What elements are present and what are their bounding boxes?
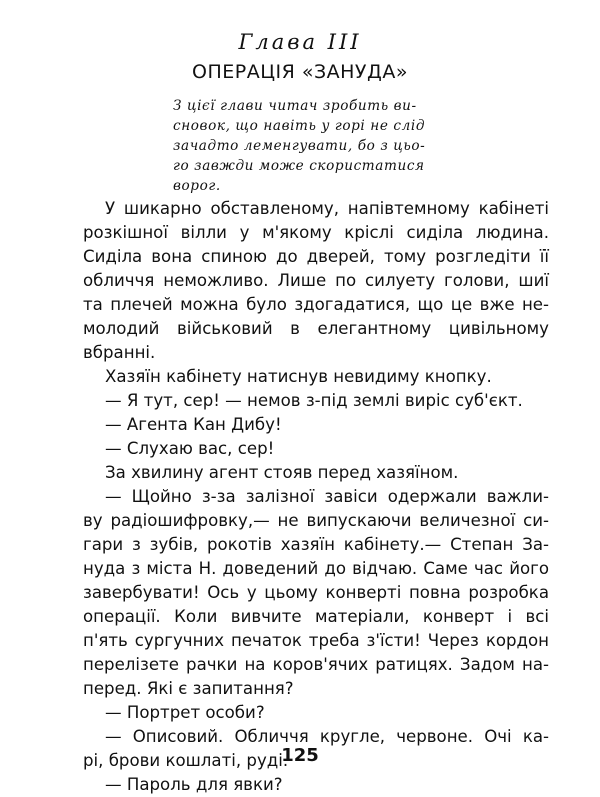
text-line: У шикарно обставленому, напівтемному кабінеті: [105, 199, 549, 218]
text-line: — Пароль для явки?: [105, 775, 283, 794]
text-line: — Щойно з-за залізної завіси одержали важли-: [105, 487, 549, 506]
body-text: [83, 197, 549, 797]
text-line: гари з зубів, рокотів хазяїн кабінету.— Степан За-: [83, 535, 549, 554]
text-line: нуда з міста Н. доведений до відчаю. Саме час його: [83, 559, 549, 578]
epigraph: [173, 96, 430, 196]
chapter-title: ОПЕРАЦІЯ «ЗАНУДА»: [192, 61, 408, 83]
epigraph-line: сновок, що навіть у горі не слід: [173, 118, 426, 134]
epigraph-line: зачадто леменгувати, бо з цьо-: [173, 138, 426, 154]
text-line: розкішної вілли у м'якому кріслі сиділа людина.: [83, 223, 549, 242]
page-number: 125: [281, 745, 319, 766]
text-line: операції. Коли вивчите матеріали, конверт і всі: [83, 607, 549, 626]
text-line: та плечей можна було здогадатися, що це вже не-: [83, 295, 549, 314]
epigraph-line: З цієї глави читач зробить ви-: [173, 98, 417, 114]
text-line: — Портрет особи?: [105, 703, 265, 722]
epigraph-line: ворог.: [173, 178, 221, 194]
text-line: За хвилину агент стояв перед хазяїном.: [105, 463, 459, 482]
text-line: перелізете рачки на коров'ячих ратицях. Задом на-: [83, 655, 549, 674]
chapter-heading: Глава III: [238, 30, 362, 54]
text-line: ву радіошифровку,— не випускаючи величезної си-: [83, 511, 549, 530]
text-line: завербувати! Ось у цьому конверті повна розробка: [83, 583, 549, 602]
epigraph-line: го завжди може скористатися: [173, 158, 425, 174]
text-line: — Я тут, сер! — немов з-під землі виріс суб'єкт.: [105, 391, 523, 410]
text-line: п'ять сургучних печаток треба з'їсти! Через кордон: [83, 631, 549, 650]
text-line: перед. Які є запитання?: [83, 679, 294, 698]
text-line: — Агента Кан Дибу!: [105, 415, 282, 434]
text-line: — Описовий. Обличчя кругле, червоне. Очі ка-: [105, 727, 549, 746]
text-line: молодий військовий в елегантному цивільному: [83, 319, 549, 338]
text-line: — Слухаю вас, сер!: [105, 439, 275, 458]
text-line: вбранні.: [83, 343, 156, 362]
text-line: Сиділа вона спиною до дверей, тому розгледіти її: [83, 247, 549, 266]
text-line: Хазяїн кабінету натиснув невидиму кнопку.: [105, 367, 492, 386]
text-line: рі, брови кошлаті, руді.: [83, 751, 289, 770]
text-line: обличчя неможливо. Лише по силуету голови, шиї: [83, 271, 549, 290]
